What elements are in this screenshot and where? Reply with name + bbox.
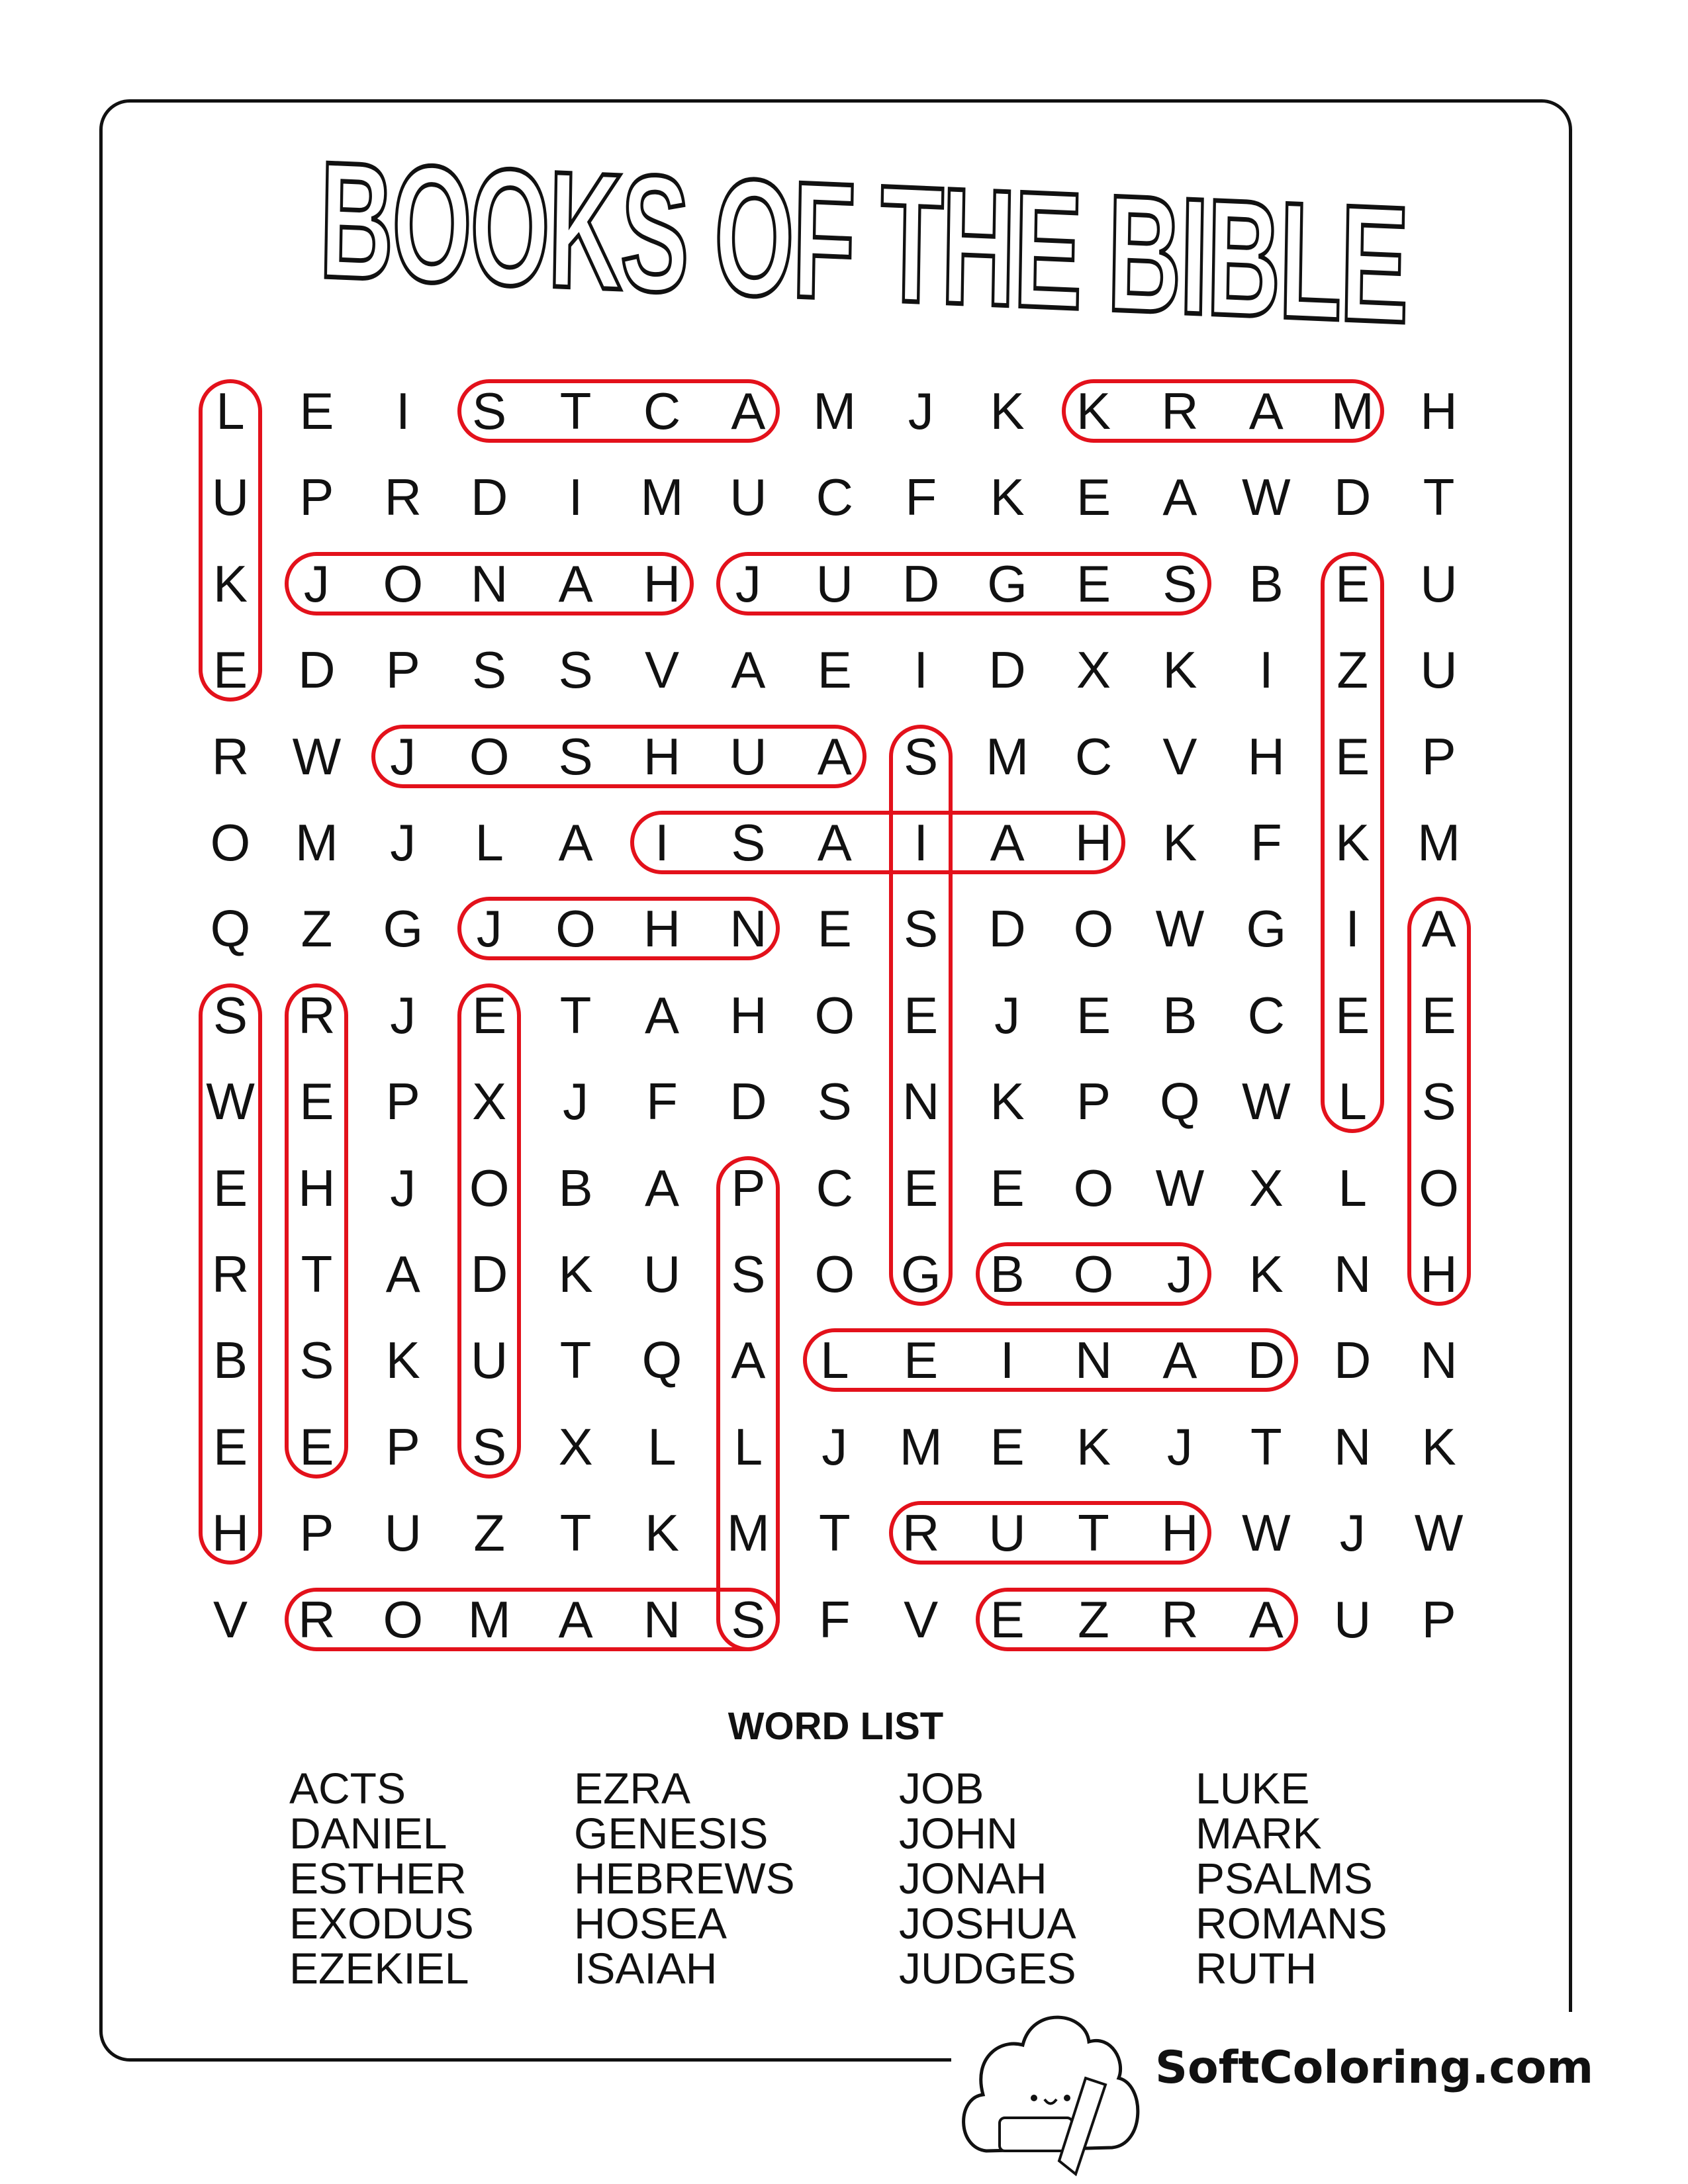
found-word-highlight-psalms bbox=[716, 1156, 780, 1651]
grid-letter[interactable]: C bbox=[1074, 727, 1113, 786]
grid-letter[interactable]: S bbox=[731, 813, 766, 872]
grid-letter[interactable]: O bbox=[1419, 1158, 1459, 1217]
grid-letter[interactable]: I bbox=[655, 813, 669, 872]
grid-letter[interactable]: E bbox=[299, 1417, 334, 1476]
grid-letter[interactable]: U bbox=[1420, 554, 1458, 613]
grid-letter[interactable]: W bbox=[1241, 1504, 1291, 1563]
grid-letter[interactable]: E bbox=[817, 899, 852, 958]
grid-letter[interactable]: N bbox=[1334, 1245, 1372, 1303]
grid-letter[interactable]: H bbox=[1074, 813, 1113, 872]
grid-letter[interactable]: L bbox=[733, 1417, 763, 1476]
grid-letter[interactable]: P bbox=[299, 1504, 334, 1563]
grid-letter[interactable]: E bbox=[299, 382, 334, 440]
grid-letter[interactable]: K bbox=[1421, 1417, 1456, 1476]
grid-letter[interactable]: S bbox=[212, 985, 248, 1044]
grid-letter[interactable]: Z bbox=[473, 1504, 506, 1563]
word-list-item: DANIEL bbox=[289, 1809, 447, 1858]
grid-letter[interactable]: J bbox=[563, 1072, 589, 1131]
grid-letter[interactable]: N bbox=[471, 554, 508, 613]
grid-letter[interactable]: J bbox=[1166, 1417, 1193, 1476]
grid-letter[interactable]: X bbox=[558, 1417, 593, 1476]
grid-letter[interactable]: J bbox=[390, 985, 416, 1044]
found-word-highlight-isaiah bbox=[630, 811, 1125, 874]
grid-letter[interactable]: F bbox=[818, 1590, 851, 1649]
grid-letter[interactable]: T bbox=[559, 382, 592, 440]
grid-letter[interactable]: M bbox=[467, 1590, 511, 1649]
grid-letter[interactable]: I bbox=[1345, 899, 1360, 958]
grid-letter[interactable]: H bbox=[1420, 1245, 1458, 1303]
grid-letter[interactable]: E bbox=[299, 1072, 334, 1131]
grid-letter[interactable]: R bbox=[384, 468, 422, 527]
grid-letter[interactable]: F bbox=[905, 468, 937, 527]
grid-letter[interactable]: K bbox=[1248, 1245, 1284, 1303]
word-list-column-1 bbox=[289, 1766, 474, 1991]
grid-letter[interactable]: G bbox=[383, 899, 424, 958]
grid-letter[interactable]: A bbox=[1162, 1331, 1197, 1390]
grid-letter[interactable]: T bbox=[1423, 468, 1455, 527]
found-word-highlight-judges bbox=[716, 552, 1211, 615]
grid-letter[interactable]: U bbox=[729, 468, 767, 527]
grid-letter[interactable]: M bbox=[899, 1417, 943, 1476]
grid-letter[interactable]: E bbox=[1335, 554, 1370, 613]
grid-letter[interactable]: L bbox=[475, 813, 504, 872]
grid-letter[interactable]: O bbox=[814, 1245, 855, 1303]
grid-letter[interactable]: C bbox=[816, 468, 853, 527]
grid-letter[interactable]: E bbox=[1335, 985, 1370, 1044]
grid-letter[interactable]: H bbox=[298, 1158, 336, 1217]
grid-letter[interactable]: G bbox=[987, 554, 1027, 613]
word-list-item: EZEKIEL bbox=[289, 1944, 469, 1993]
grid-letter[interactable]: W bbox=[206, 1072, 255, 1131]
word-list-item: JOSHUA bbox=[899, 1899, 1076, 1948]
page-title: BOOKS OF THE BIBLE bbox=[318, 126, 1409, 358]
grid-letter[interactable]: S bbox=[299, 1331, 334, 1390]
grid-letter[interactable]: J bbox=[1339, 1504, 1366, 1563]
grid-letter[interactable]: L bbox=[820, 1331, 849, 1390]
grid-letter[interactable]: M bbox=[295, 813, 338, 872]
grid-letter[interactable]: P bbox=[1421, 1590, 1456, 1649]
word-list-item: ROMANS bbox=[1196, 1899, 1387, 1948]
grid-letter[interactable]: H bbox=[1161, 1504, 1199, 1563]
grid-letter[interactable]: A bbox=[1248, 1590, 1284, 1649]
grid-letter[interactable]: P bbox=[1421, 727, 1456, 786]
grid-letter[interactable]: A bbox=[817, 813, 852, 872]
grid-letter[interactable]: D bbox=[988, 641, 1026, 700]
grid-letter[interactable]: D bbox=[988, 899, 1026, 958]
grid-letter[interactable]: Z bbox=[1078, 1590, 1109, 1649]
grid-letter[interactable]: T bbox=[559, 1504, 592, 1563]
grid-letter[interactable]: K bbox=[1162, 641, 1197, 700]
grid-letter[interactable]: B bbox=[990, 1245, 1025, 1303]
grid-letter[interactable]: D bbox=[471, 1245, 508, 1303]
grid-letter[interactable]: T bbox=[301, 1245, 333, 1303]
grid-letter[interactable]: I bbox=[1258, 641, 1274, 700]
grid-letter[interactable]: A bbox=[644, 985, 680, 1044]
grid-letter[interactable]: P bbox=[1076, 1072, 1111, 1131]
grid-letter[interactable]: A bbox=[817, 727, 852, 786]
grid-letter[interactable]: G bbox=[900, 1245, 941, 1303]
grid-letter[interactable]: S bbox=[904, 899, 939, 958]
grid-letter[interactable]: S bbox=[558, 727, 593, 786]
word-list-item: ISAIAH bbox=[574, 1944, 718, 1993]
grid-letter[interactable]: K bbox=[1076, 1417, 1111, 1476]
word-list-heading: WORD LIST bbox=[727, 1705, 944, 1748]
grid-letter[interactable]: K bbox=[990, 382, 1025, 440]
grid-letter[interactable]: M bbox=[1417, 813, 1461, 872]
grid-letter[interactable]: C bbox=[1247, 985, 1285, 1044]
grid-letter[interactable]: Z bbox=[1336, 641, 1369, 700]
grid-letter[interactable]: B bbox=[1248, 554, 1284, 613]
grid-letter[interactable]: E bbox=[904, 985, 939, 1044]
logo-text[interactable]: SoftColoring.com bbox=[1155, 2042, 1594, 2094]
grid-letter[interactable]: I bbox=[914, 641, 929, 700]
grid-letter[interactable]: M bbox=[813, 382, 857, 440]
grid-letter[interactable]: E bbox=[990, 1417, 1025, 1476]
grid-letter[interactable]: N bbox=[643, 1590, 681, 1649]
grid-letter[interactable]: E bbox=[212, 641, 248, 700]
grid-letter[interactable]: Q bbox=[1160, 1072, 1200, 1131]
grid-letter[interactable]: V bbox=[1162, 727, 1197, 786]
word-list-item: JUDGES bbox=[899, 1944, 1076, 1993]
grid-letter[interactable]: S bbox=[731, 1590, 766, 1649]
grid-letter[interactable]: A bbox=[731, 382, 766, 440]
grid-letter[interactable]: N bbox=[1074, 1331, 1113, 1390]
grid-letter[interactable]: O bbox=[1073, 1245, 1114, 1303]
grid-letter[interactable]: E bbox=[990, 1590, 1025, 1649]
grid-letter[interactable]: P bbox=[731, 1158, 766, 1217]
word-list-column-2 bbox=[574, 1766, 795, 1991]
word-list-item: JOHN bbox=[899, 1809, 1018, 1858]
grid-letter[interactable]: K bbox=[990, 468, 1025, 527]
grid-letter[interactable]: R bbox=[298, 1590, 336, 1649]
grid-letter[interactable]: Q bbox=[641, 1331, 682, 1390]
grid-letter[interactable]: S bbox=[1421, 1072, 1456, 1131]
grid-letter[interactable]: L bbox=[1338, 1158, 1367, 1217]
grid-letter[interactable]: J bbox=[994, 985, 1021, 1044]
grid-letter[interactable]: V bbox=[904, 1590, 939, 1649]
found-word-highlight-daniel bbox=[803, 1328, 1298, 1392]
grid-letter[interactable]: A bbox=[731, 641, 766, 700]
grid-letter[interactable]: T bbox=[1250, 1417, 1282, 1476]
grid-letter[interactable]: P bbox=[299, 468, 334, 527]
grid-letter[interactable]: R bbox=[298, 985, 336, 1044]
grid-letter[interactable]: O bbox=[383, 1590, 424, 1649]
grid-letter[interactable]: O bbox=[1073, 899, 1114, 958]
grid-letter[interactable]: M bbox=[640, 468, 684, 527]
grid-letter[interactable]: H bbox=[643, 727, 681, 786]
grid-letter[interactable]: U bbox=[988, 1504, 1026, 1563]
grid-letter[interactable]: S bbox=[472, 1417, 507, 1476]
grid-letter[interactable]: A bbox=[385, 1245, 420, 1303]
grid-letter[interactable]: H bbox=[643, 554, 681, 613]
grid-letter[interactable]: U bbox=[816, 554, 853, 613]
grid-letter[interactable]: A bbox=[558, 554, 593, 613]
found-word-highlight-joshua bbox=[371, 725, 867, 788]
grid-letter[interactable]: Z bbox=[301, 899, 333, 958]
grid-letter[interactable]: O bbox=[1073, 1158, 1114, 1217]
grid-letter[interactable]: K bbox=[644, 1504, 680, 1563]
grid-letter[interactable]: E bbox=[1076, 468, 1111, 527]
word-list-item: GENESIS bbox=[574, 1809, 769, 1858]
grid-letter[interactable]: D bbox=[729, 1072, 767, 1131]
grid-letter[interactable]: D bbox=[1334, 1331, 1372, 1390]
word-list-item: JOB bbox=[899, 1764, 984, 1813]
grid-letter[interactable]: L bbox=[1338, 1072, 1367, 1131]
grid-letter[interactable]: S bbox=[472, 641, 507, 700]
grid-letter[interactable]: I bbox=[1000, 1331, 1015, 1390]
grid-letter[interactable]: D bbox=[1247, 1331, 1285, 1390]
found-word-highlight-romans bbox=[285, 1588, 780, 1651]
grid-letter[interactable]: C bbox=[643, 382, 681, 440]
grid-letter[interactable]: E bbox=[212, 1158, 248, 1217]
grid-letter[interactable]: J bbox=[303, 554, 330, 613]
word-list-item: ACTS bbox=[289, 1764, 406, 1813]
grid-letter[interactable]: A bbox=[990, 813, 1025, 872]
grid-letter[interactable]: J bbox=[735, 554, 761, 613]
found-word-highlight-esther bbox=[285, 983, 348, 1479]
grid-letter[interactable]: S bbox=[731, 1245, 766, 1303]
grid-letter[interactable]: J bbox=[821, 1417, 848, 1476]
grid-letter[interactable]: F bbox=[646, 1072, 678, 1131]
grid-letter[interactable]: E bbox=[904, 1331, 939, 1390]
grid-letter[interactable]: E bbox=[1335, 727, 1370, 786]
grid-letter[interactable]: J bbox=[1166, 1245, 1193, 1303]
grid-letter[interactable]: O bbox=[555, 899, 596, 958]
grid-letter[interactable]: R bbox=[211, 1245, 250, 1303]
grid-letter[interactable]: S bbox=[1162, 554, 1197, 613]
grid-letter[interactable]: R bbox=[211, 727, 250, 786]
word-list-item: HOSEA bbox=[574, 1899, 727, 1948]
grid-letter[interactable]: T bbox=[818, 1504, 851, 1563]
grid-letter[interactable]: T bbox=[559, 1331, 592, 1390]
grid-letter[interactable]: H bbox=[729, 985, 767, 1044]
grid-letter[interactable]: P bbox=[385, 1072, 420, 1131]
grid-letter[interactable]: K bbox=[1162, 813, 1197, 872]
word-list-item: RUTH bbox=[1196, 1944, 1317, 1993]
grid-letter[interactable]: W bbox=[1414, 1504, 1464, 1563]
word-list-item: HEBREWS bbox=[574, 1854, 795, 1903]
word-list-item: ESTHER bbox=[289, 1854, 467, 1903]
grid-letter[interactable]: W bbox=[292, 727, 342, 786]
grid-letter[interactable]: H bbox=[1247, 727, 1285, 786]
grid-letter[interactable]: N bbox=[1420, 1331, 1458, 1390]
grid-letter[interactable]: I bbox=[914, 813, 929, 872]
grid-letter[interactable]: K bbox=[385, 1331, 420, 1390]
grid-letter[interactable]: A bbox=[558, 813, 593, 872]
grid-letter[interactable]: A bbox=[1248, 382, 1284, 440]
grid-letter[interactable]: P bbox=[385, 641, 420, 700]
grid-letter[interactable]: K bbox=[1076, 382, 1111, 440]
grid-letter[interactable]: E bbox=[990, 1158, 1025, 1217]
grid-letter[interactable]: H bbox=[643, 899, 681, 958]
grid-letter[interactable]: W bbox=[1155, 1158, 1205, 1217]
grid-letter[interactable]: V bbox=[212, 1590, 248, 1649]
found-word-highlight-exodus bbox=[457, 983, 521, 1479]
grid-letter[interactable]: A bbox=[1162, 468, 1197, 527]
grid-letter[interactable]: N bbox=[729, 899, 767, 958]
grid-letter[interactable]: W bbox=[1155, 899, 1205, 958]
grid-letter[interactable]: U bbox=[643, 1245, 681, 1303]
grid-letter[interactable]: J bbox=[908, 382, 934, 440]
grid-letter[interactable]: S bbox=[817, 1072, 852, 1131]
grid-letter[interactable]: A bbox=[1421, 899, 1456, 958]
word-list-item: MARK bbox=[1196, 1809, 1322, 1858]
grid-letter[interactable]: M bbox=[726, 1504, 770, 1563]
grid-letter[interactable]: K bbox=[990, 1072, 1025, 1131]
grid-letter[interactable]: O bbox=[210, 813, 251, 872]
word-list-item: JONAH bbox=[899, 1854, 1047, 1903]
word-list-item: LUKE bbox=[1196, 1764, 1310, 1813]
grid-letter[interactable]: D bbox=[902, 554, 940, 613]
grid-letter[interactable]: D bbox=[1334, 468, 1372, 527]
grid-letter[interactable]: E bbox=[904, 1158, 939, 1217]
grid-letter[interactable]: A bbox=[644, 1158, 680, 1217]
grid-letter[interactable]: O bbox=[383, 554, 424, 613]
grid-letter[interactable]: G bbox=[1246, 899, 1287, 958]
grid-letter[interactable]: B bbox=[558, 1158, 593, 1217]
grid-letter[interactable]: E bbox=[817, 641, 852, 700]
grid-letter[interactable]: M bbox=[1331, 382, 1374, 440]
grid-letter[interactable]: K bbox=[212, 554, 248, 613]
grid-letter[interactable]: F bbox=[1250, 813, 1282, 872]
grid-letter[interactable]: X bbox=[1248, 1158, 1284, 1217]
grid-letter[interactable]: R bbox=[902, 1504, 940, 1563]
grid-letter[interactable]: I bbox=[395, 382, 410, 440]
grid-letter[interactable]: J bbox=[390, 1158, 416, 1217]
grid-letter[interactable]: E bbox=[1076, 985, 1111, 1044]
grid-letter[interactable]: U bbox=[1334, 1590, 1372, 1649]
grid-letter[interactable]: K bbox=[1335, 813, 1370, 872]
grid-letter[interactable]: W bbox=[1241, 468, 1291, 527]
grid-letter[interactable]: U bbox=[1420, 641, 1458, 700]
grid-letter[interactable]: L bbox=[216, 382, 245, 440]
grid-letter[interactable]: P bbox=[385, 1417, 420, 1476]
grid-letter[interactable]: X bbox=[472, 1072, 507, 1131]
grid-letter[interactable]: A bbox=[731, 1331, 766, 1390]
grid-letter[interactable]: U bbox=[384, 1504, 422, 1563]
grid-letter[interactable]: U bbox=[471, 1331, 508, 1390]
grid-letter[interactable]: O bbox=[814, 985, 855, 1044]
grid-letter[interactable]: E bbox=[1421, 985, 1456, 1044]
word-list-item: EZRA bbox=[574, 1764, 691, 1813]
grid-letter[interactable]: W bbox=[1241, 1072, 1291, 1131]
grid-letter[interactable]: I bbox=[568, 468, 583, 527]
grid-letter[interactable]: X bbox=[1076, 641, 1111, 700]
grid-letter[interactable]: T bbox=[1078, 1504, 1109, 1563]
grid-letter[interactable]: E bbox=[1076, 554, 1111, 613]
grid-letter[interactable]: U bbox=[211, 468, 250, 527]
word-list-column-4 bbox=[1196, 1766, 1387, 1991]
grid-letter[interactable]: A bbox=[558, 1590, 593, 1649]
grid-letter[interactable]: V bbox=[644, 641, 680, 700]
grid-letter[interactable]: B bbox=[212, 1331, 248, 1390]
grid-letter[interactable]: O bbox=[469, 727, 510, 786]
grid-letter[interactable]: D bbox=[471, 468, 508, 527]
grid-letter[interactable]: H bbox=[1420, 382, 1458, 440]
grid-letter[interactable]: J bbox=[390, 727, 416, 786]
grid-letter[interactable]: O bbox=[469, 1158, 510, 1217]
grid-letter[interactable]: N bbox=[902, 1072, 940, 1131]
grid-letter[interactable]: U bbox=[729, 727, 767, 786]
grid-letter[interactable]: R bbox=[1161, 382, 1199, 440]
grid-letter[interactable]: S bbox=[472, 382, 507, 440]
cloud-pencil-logo-icon bbox=[953, 1999, 1152, 2184]
grid-letter[interactable]: S bbox=[904, 727, 939, 786]
grid-letter[interactable]: S bbox=[558, 641, 593, 700]
grid-letter[interactable]: H bbox=[211, 1504, 250, 1563]
grid-letter[interactable]: M bbox=[986, 727, 1029, 786]
grid-letter[interactable]: J bbox=[390, 813, 416, 872]
grid-letter[interactable]: T bbox=[559, 985, 592, 1044]
word-list-item: PSALMS bbox=[1196, 1854, 1373, 1903]
grid-letter[interactable]: R bbox=[1161, 1590, 1199, 1649]
grid-letter[interactable]: Q bbox=[210, 899, 251, 958]
grid-letter[interactable]: K bbox=[558, 1245, 593, 1303]
grid-letter[interactable]: B bbox=[1162, 985, 1197, 1044]
grid-letter[interactable]: E bbox=[472, 985, 507, 1044]
grid-letter[interactable]: N bbox=[1334, 1417, 1372, 1476]
grid-letter[interactable]: D bbox=[298, 641, 336, 700]
grid-letter[interactable]: C bbox=[816, 1158, 853, 1217]
grid-letter[interactable]: L bbox=[647, 1417, 677, 1476]
grid-letter[interactable]: E bbox=[212, 1417, 248, 1476]
word-list-item: EXODUS bbox=[289, 1899, 474, 1948]
grid-letter[interactable]: J bbox=[476, 899, 502, 958]
word-list-column-3 bbox=[899, 1766, 1076, 1991]
